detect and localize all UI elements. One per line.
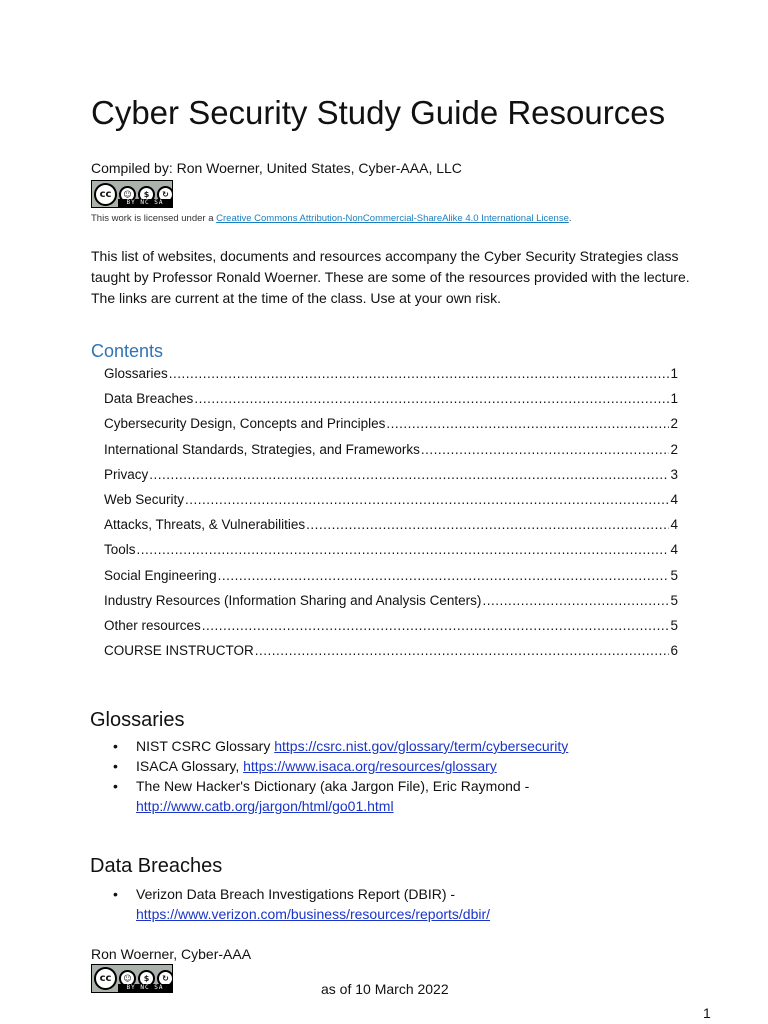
cc-icon: cc xyxy=(94,967,117,990)
toc-page: 4 xyxy=(670,517,678,532)
intro-paragraph: This list of websites, documents and resources accompany the Cyber Security Strategies class taught by Professor Ronald Woerner. These are some of the resources provided with the lecture. The links are current at the time of the class. Use at your own risk. xyxy=(91,248,690,306)
toc-leader xyxy=(149,466,669,484)
license-note xyxy=(91,213,572,225)
toc-page: 1 xyxy=(670,391,678,406)
sa-sharealike-icon: ↻ xyxy=(157,186,173,203)
footer-date: as of 10 March 2022 xyxy=(321,981,449,997)
toc-title: Web Security xyxy=(104,492,185,507)
toc-title: Glossaries xyxy=(104,366,168,381)
license-note-suffix: . xyxy=(568,213,572,224)
bullet-marker: • xyxy=(113,738,118,754)
toc-leader xyxy=(255,642,670,660)
list-item-link[interactable]: https://www.isaca.org/resources/glossary xyxy=(243,758,497,774)
by-attribution-icon: ☺ xyxy=(119,970,136,987)
section-heading-glossaries: Glossaries xyxy=(90,709,185,731)
toc-title: Tools xyxy=(104,542,136,557)
toc-leader xyxy=(482,592,669,610)
toc-entry[interactable] xyxy=(104,541,678,559)
bullet-marker: • xyxy=(113,758,118,774)
toc-page: 4 xyxy=(670,492,678,507)
section-heading-data-breaches: Data Breaches xyxy=(90,855,223,877)
toc-page: 5 xyxy=(670,618,678,633)
toc-leader xyxy=(169,365,670,383)
cc-icon: cc xyxy=(94,183,117,206)
cc-license-badge[interactable] xyxy=(91,180,173,208)
toc-leader xyxy=(202,617,670,635)
document-title: Cyber Security Study Guide Resources xyxy=(91,94,666,131)
list-item xyxy=(136,737,568,756)
nc-noncommercial-icon: $ xyxy=(138,186,155,203)
toc-page: 2 xyxy=(670,416,678,431)
toc-title: Industry Resources (Information Sharing and Analysis Centers) xyxy=(104,593,482,608)
toc-page: 6 xyxy=(670,643,678,658)
toc-leader xyxy=(421,441,670,459)
toc-page: 4 xyxy=(670,542,678,557)
cc-terms-label: BY NC SA xyxy=(118,984,172,992)
page-number: 1 xyxy=(703,1005,711,1021)
toc-leader xyxy=(194,390,669,408)
bullet-marker: • xyxy=(113,886,118,902)
toc-entry[interactable] xyxy=(104,466,678,484)
toc-page: 5 xyxy=(670,593,678,608)
toc-entry[interactable] xyxy=(104,441,678,459)
toc-leader xyxy=(218,567,670,585)
toc-entry[interactable] xyxy=(104,617,678,635)
toc-leader xyxy=(386,415,669,433)
toc-entry[interactable] xyxy=(104,390,678,408)
toc-title: Privacy xyxy=(104,467,149,482)
list-item-link[interactable]: https://www.verizon.com/business/resources/reports/dbir/ xyxy=(136,906,491,922)
toc-entry[interactable] xyxy=(104,415,678,433)
by-attribution-icon: ☺ xyxy=(119,186,136,203)
license-link[interactable]: Creative Commons Attribution-NonCommercial-ShareAlike 4.0 International License xyxy=(216,213,569,224)
footer-cc-badge xyxy=(91,964,173,993)
toc-entry[interactable] xyxy=(104,567,678,585)
toc-title: Data Breaches xyxy=(104,391,194,406)
footer-author: Ron Woerner, Cyber-AAA xyxy=(91,946,252,962)
list-item-text: NIST CSRC Glossary xyxy=(136,738,275,754)
toc-title: Social Engineering xyxy=(104,568,217,583)
toc-title: COURSE INSTRUCTOR xyxy=(104,643,254,658)
nc-noncommercial-icon: $ xyxy=(138,970,155,987)
toc-leader xyxy=(185,491,669,509)
list-item-text: Verizon Data Breach Investigations Report (DBIR) - xyxy=(136,886,456,902)
toc-entry[interactable] xyxy=(104,516,678,534)
sa-sharealike-icon: ↻ xyxy=(157,970,173,987)
toc-page: 5 xyxy=(670,568,678,583)
toc-leader xyxy=(137,541,670,559)
toc-title: International Standards, Strategies, and Frameworks xyxy=(104,442,420,457)
bullet-marker: • xyxy=(113,778,118,794)
list-item xyxy=(136,757,497,776)
list-item-link[interactable]: https://csrc.nist.gov/glossary/term/cybersecurity xyxy=(274,738,569,754)
contents-heading: Contents xyxy=(91,341,164,361)
license-note-prefix: This work is licensed under a xyxy=(91,213,217,224)
compiled-by: Compiled by: Ron Woerner, United States, Cyber-AAA, LLC xyxy=(91,160,462,176)
toc-entry[interactable] xyxy=(104,642,678,660)
toc-entry[interactable] xyxy=(104,592,678,610)
toc-entry[interactable] xyxy=(104,491,678,509)
toc-entry[interactable] xyxy=(104,365,678,383)
toc-leader xyxy=(306,516,669,534)
cc-terms-label: BY NC SA xyxy=(118,199,172,207)
toc-page: 1 xyxy=(670,366,678,381)
toc-title: Other resources xyxy=(104,618,201,633)
toc-title: Cybersecurity Design, Concepts and Principles xyxy=(104,416,386,431)
list-item-text: ISACA Glossary, xyxy=(136,758,244,774)
toc-title: Attacks, Threats, & Vulnerabilities xyxy=(104,517,306,532)
list-item-text: The New Hacker's Dictionary (aka Jargon File), Eric Raymond - xyxy=(136,778,530,794)
list-item-link[interactable]: http://www.catb.org/jargon/html/go01.html xyxy=(136,798,394,814)
toc-page: 3 xyxy=(670,467,678,482)
toc-page: 2 xyxy=(670,442,678,457)
